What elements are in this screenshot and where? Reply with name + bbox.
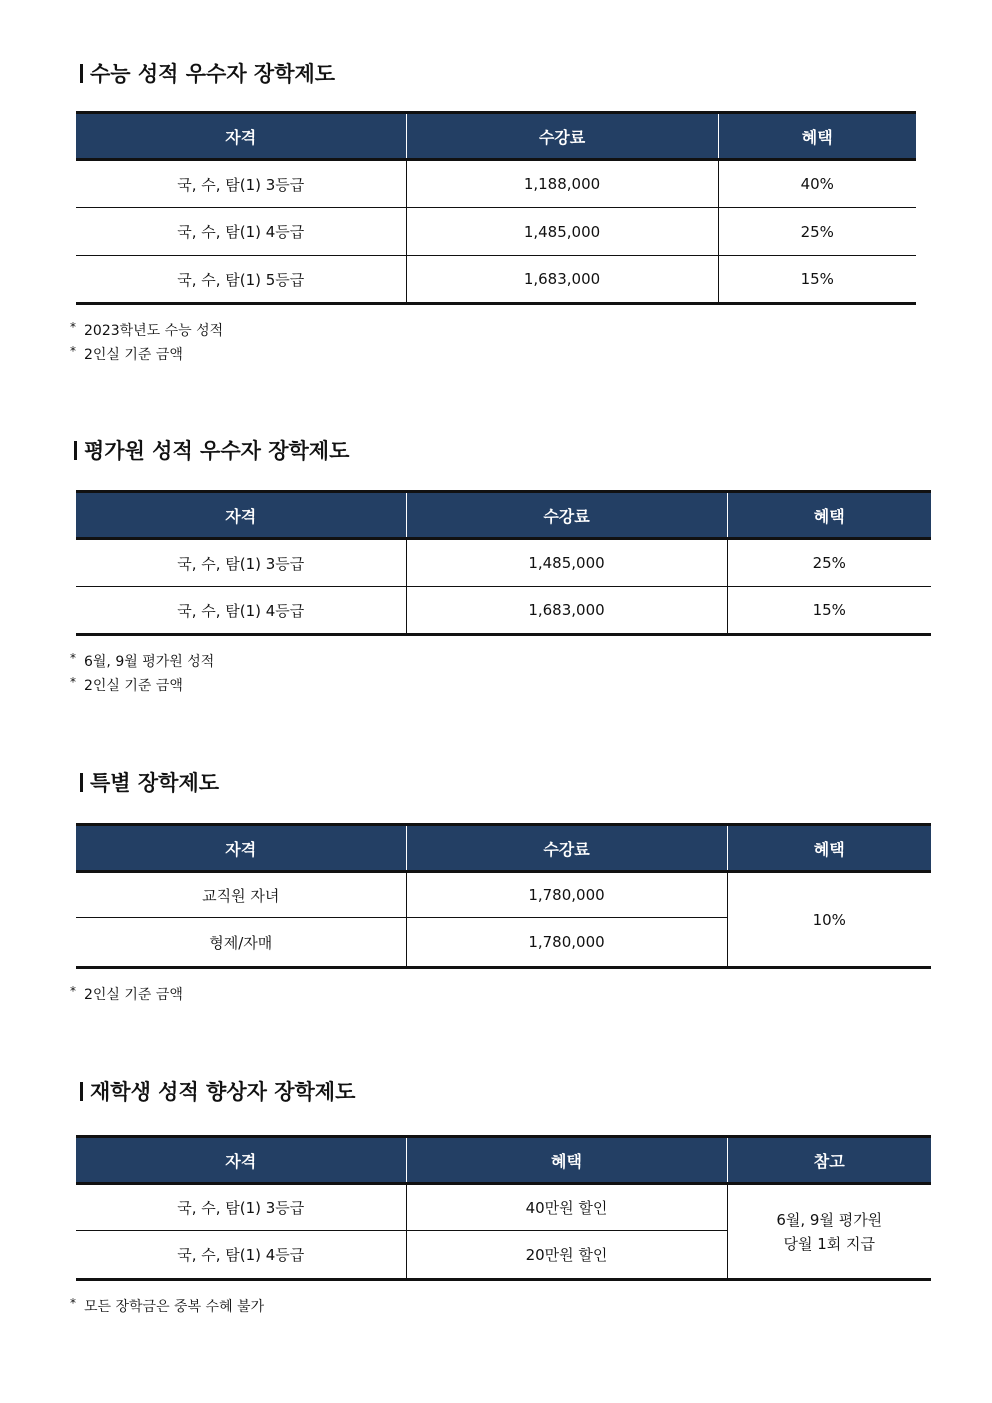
table-row [76, 1184, 931, 1231]
section-4-title-text: 재학생 성적 향상자 장학제도 [90, 1080, 356, 1104]
header-cell: 자격 [76, 492, 406, 539]
header-cell: 자격 [76, 1137, 406, 1184]
table-header-row [76, 825, 931, 872]
table-cell: 20만원 할인 [406, 1231, 727, 1280]
title-bar [74, 441, 77, 460]
table-cell: 1,780,000 [406, 918, 727, 968]
table-cell: 40% [718, 160, 916, 208]
header-cell: 혜택 [727, 825, 931, 872]
table-cell: 25% [727, 539, 931, 587]
table-cell: 국, 수, 탐(1) 5등급 [76, 256, 406, 304]
table-cell: 1,683,000 [406, 256, 718, 304]
merged-note-cell [727, 1184, 931, 1280]
table-cell: 형제/자매 [76, 918, 406, 968]
table-cell: 25% [718, 208, 916, 256]
header-cell: 자격 [76, 825, 406, 872]
note: * 2023학년도 수능 성적 [70, 320, 224, 339]
table-cell: 교직원 자녀 [202, 886, 280, 905]
merged-note-line: 당월 1회 지급 [783, 1234, 876, 1253]
section-3-title [80, 767, 219, 797]
table-cell: 15% [718, 256, 916, 304]
section-4-table [76, 1135, 931, 1281]
table-row [76, 587, 931, 635]
section-3-notes [70, 983, 183, 1007]
section-4-notes [70, 1295, 264, 1319]
section-2-title-text: 평가원 성적 우수자 장학제도 [84, 439, 350, 463]
table-row [76, 208, 916, 256]
section-2-notes [70, 650, 214, 698]
table-row [76, 872, 931, 918]
table-cell: 국, 수, 탐(1) 4등급 [76, 208, 406, 256]
title-bar [80, 64, 83, 83]
header-cell: 혜택 [406, 1137, 727, 1184]
header-cell: 혜택 [718, 113, 916, 160]
note: * 모든 장학금은 중복 수혜 불가 [70, 1296, 265, 1315]
table-cell: 15% [727, 587, 931, 635]
table-cell: 1,780,000 [406, 872, 727, 918]
header-cell: 수강료 [406, 825, 727, 872]
title-bar [80, 773, 83, 792]
section-3-table [76, 823, 931, 969]
table-header-row [76, 492, 931, 539]
section-1-title-text: 수능 성적 우수자 장학제도 [90, 62, 336, 86]
note: * 6월, 9월 평가원 성적 [70, 651, 215, 670]
section-2-table [76, 490, 931, 636]
table-cell: 국, 수, 탐(1) 3등급 [177, 175, 305, 194]
table-header-row [76, 113, 916, 160]
note: * 2인실 기준 금액 [70, 675, 183, 694]
section-3-title-text: 특별 장학제도 [90, 771, 220, 795]
header-cell: 수강료 [406, 492, 727, 539]
title-bar [80, 1082, 83, 1101]
table-cell: 40만원 할인 [406, 1184, 727, 1231]
table-cell: 국, 수, 탐(1) 4등급 [76, 1231, 406, 1280]
merged-note-line: 6월, 9월 평가원 [776, 1210, 883, 1229]
section-4-title [80, 1076, 355, 1106]
header-cell: 수강료 [406, 113, 718, 160]
section-1-notes [70, 319, 223, 367]
merged-benefit-cell: 10% [727, 872, 931, 968]
table-cell: 1,683,000 [406, 587, 727, 635]
table-cell: 1,485,000 [406, 208, 718, 256]
table-row [76, 256, 916, 304]
note: * 2인실 기준 금액 [70, 984, 183, 1003]
table-cell: 국, 수, 탐(1) 3등급 [177, 554, 305, 573]
header-cell: 참고 [727, 1137, 931, 1184]
table-cell: 국, 수, 탐(1) 4등급 [76, 587, 406, 635]
table-row [76, 160, 916, 208]
section-1-title [80, 58, 335, 88]
table-cell: 국, 수, 탐(1) 3등급 [177, 1199, 305, 1217]
table-header-row [76, 1137, 931, 1184]
section-2-title [74, 435, 349, 465]
section-1-table [76, 111, 916, 305]
note: * 2인실 기준 금액 [70, 344, 183, 363]
table-row [76, 539, 931, 587]
header-cell: 혜택 [727, 492, 931, 539]
table-cell: 1,485,000 [406, 539, 727, 587]
table-cell: 1,188,000 [406, 160, 718, 208]
header-cell: 자격 [76, 113, 406, 160]
